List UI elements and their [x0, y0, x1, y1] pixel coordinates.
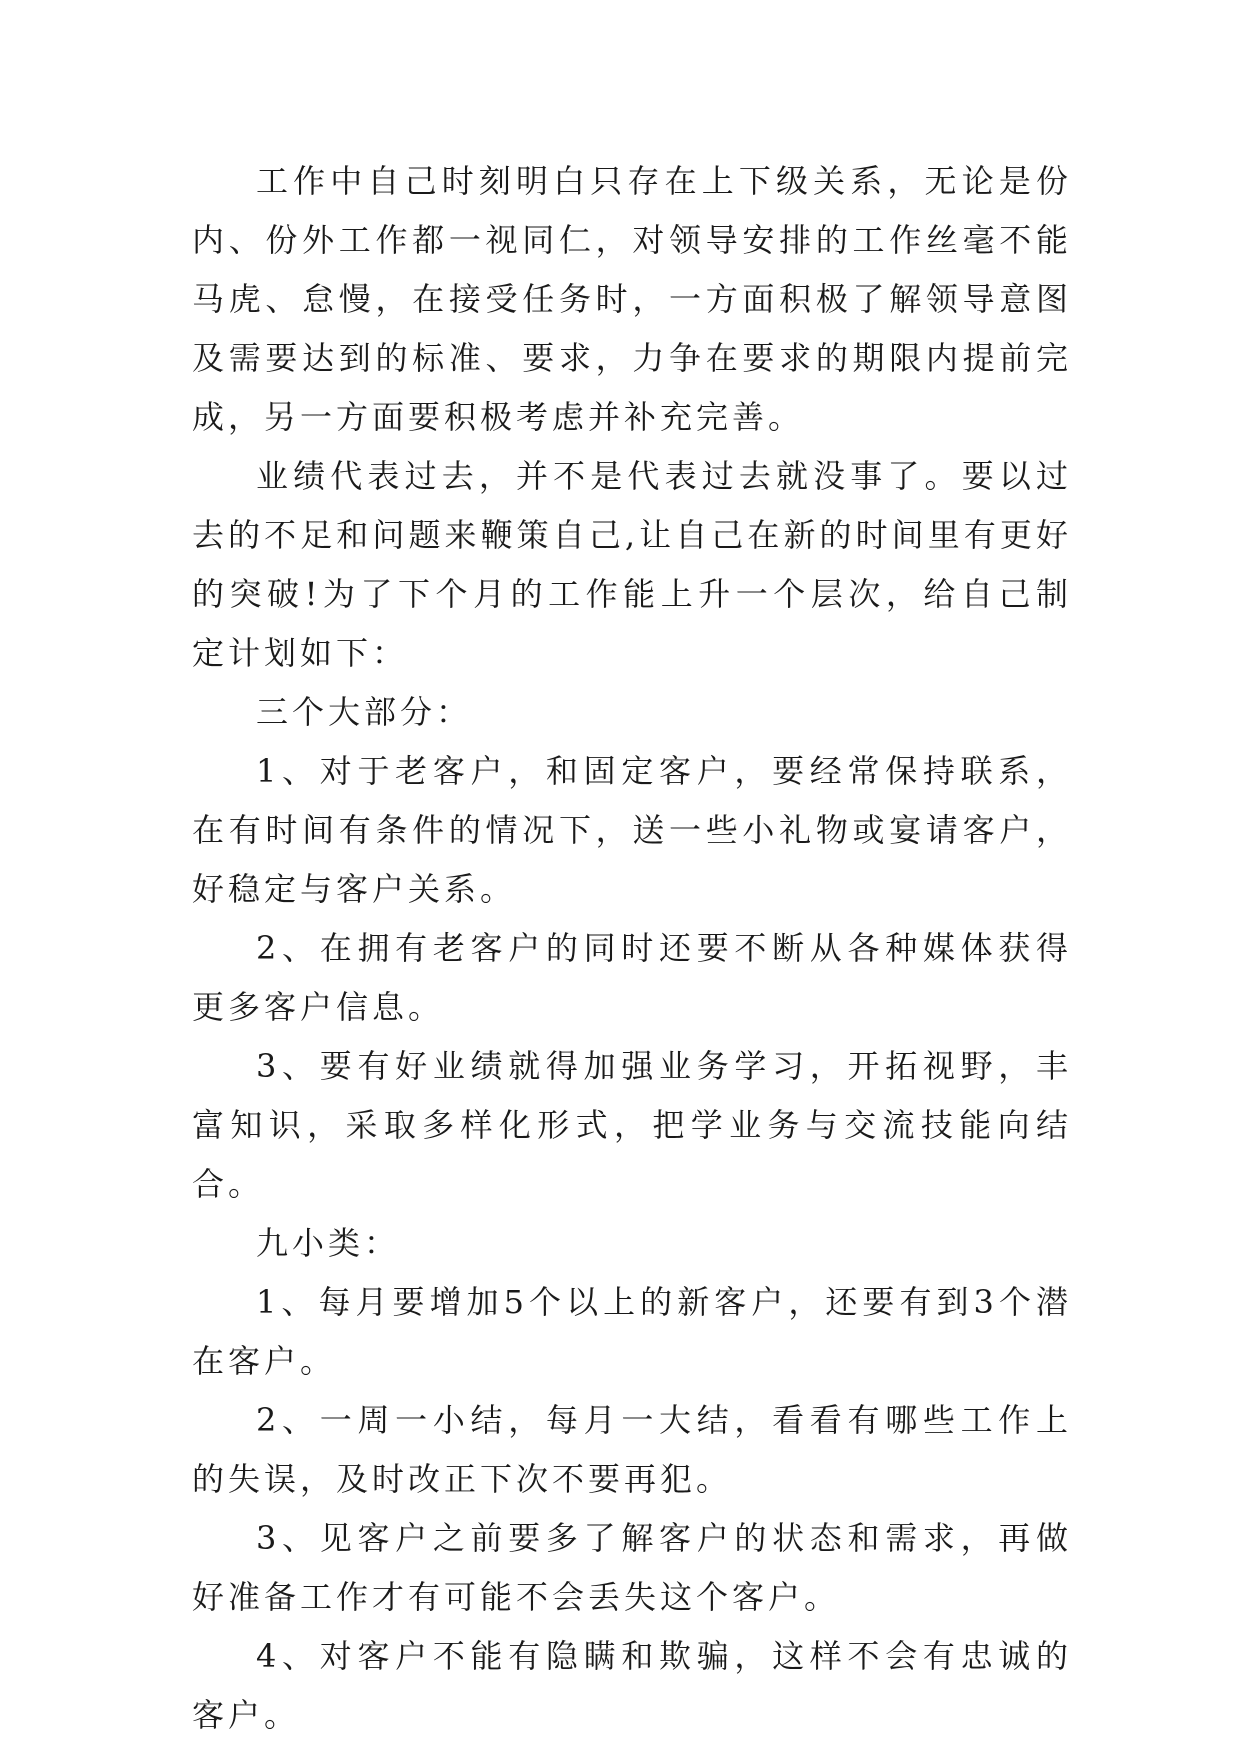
list-item-part-1: 1、对于老客户，和固定客户，要经常保持联系，在有时间有条件的情况下，送一些小礼物或宴请客户，好稳定与客户关系。: [192, 752, 1072, 908]
section-heading-three-parts: 三个大部分：: [256, 693, 473, 731]
document-body: [192, 152, 1072, 1745]
paragraph-2: 业绩代表过去，并不是代表过去就没事了。要以过去的不足和问题来鞭策自己,让自己在新的时间里有更好的突破!为了下个月的工作能上升一个层次，给自己制定计划如下：: [192, 457, 1072, 672]
paragraph-1: 工作中自己时刻明白只存在上下级关系，无论是份内、份外工作都一视同仁，对领导安排的工作丝毫不能马虎、怠慢，在接受任务时，一方面积极了解领导意图及需要达到的标准、要求，力争在要求的期限内提前完成，另一方面要积极考虑并补充完善。: [192, 162, 1072, 436]
list-item-category-4: 4、对客户不能有隐瞒和欺骗，这样不会有忠诚的客户。: [192, 1637, 1072, 1734]
list-item-part-2: 2、在拥有老客户的同时还要不断从各种媒体获得更多客户信息。: [192, 929, 1072, 1026]
list-item-category-3: 3、见客户之前要多了解客户的状态和需求，再做好准备工作才有可能不会丢失这个客户。: [192, 1519, 1072, 1616]
section-heading-nine-categories: 九小类：: [256, 1224, 401, 1262]
list-item-category-1: 1、每月要增加5个以上的新客户，还要有到3个潜在客户。: [192, 1283, 1072, 1380]
list-item-part-3: 3、要有好业绩就得加强业务学习，开拓视野，丰富知识，采取多样化形式，把学业务与交流技能向结合。: [192, 1047, 1072, 1203]
list-item-category-2: 2、一周一小结，每月一大结，看看有哪些工作上的失误，及时改正下次不要再犯。: [192, 1401, 1072, 1498]
